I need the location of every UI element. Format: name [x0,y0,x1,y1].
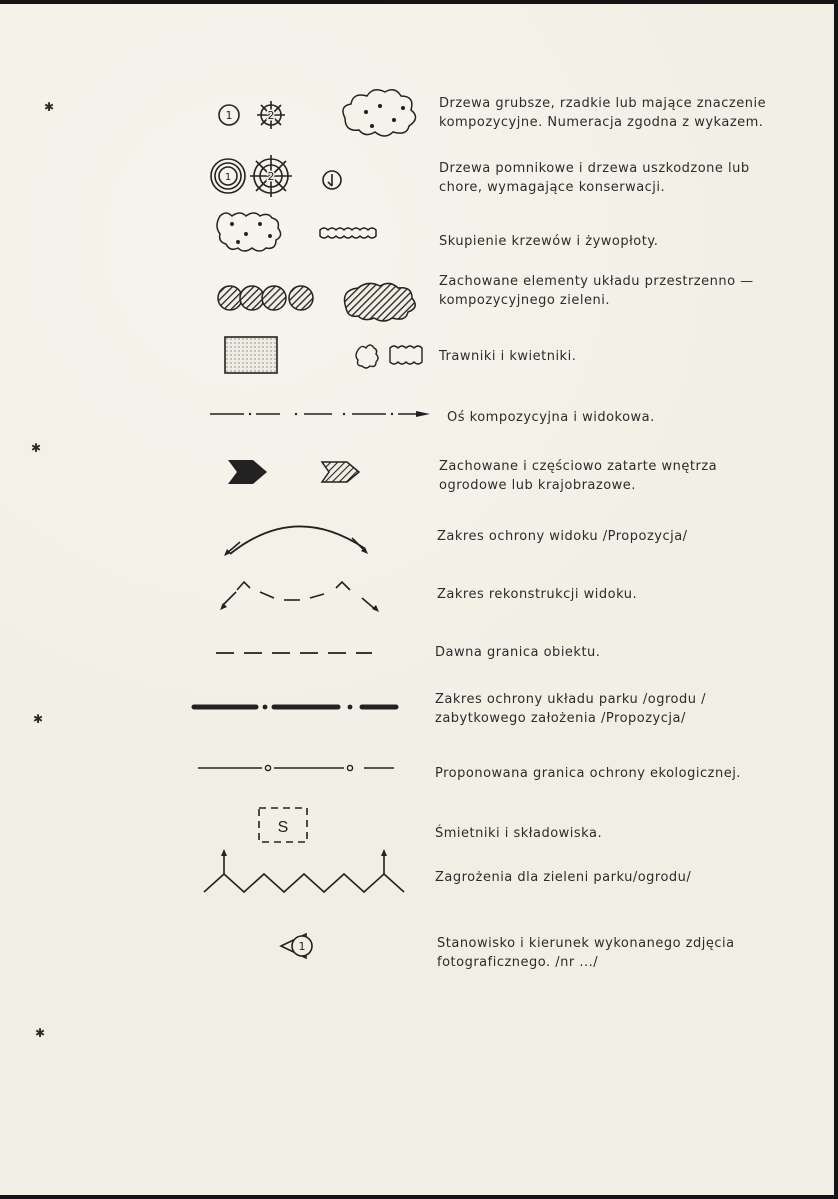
shrub-symbols [210,206,390,256]
margin-mark: ✱ [31,441,42,455]
monument-number-1: 1 [224,172,232,183]
park-protection-symbol [190,700,405,714]
legend-text-view-protection [437,527,688,546]
dump-letter: S [277,819,289,836]
legend-line: Stanowisko i kierunek wykonanego zdjęcia [437,936,735,951]
view-protection-symbol [220,512,380,562]
legend-text-dumps [435,824,602,843]
legend-line: chore, wymagające konserwacji. [439,180,666,195]
hatched-arrow-icon [322,462,359,482]
legend-line: Oś kompozycyjna i widokowa. [447,410,655,425]
legend-line: Skupienie krzewów i żywopłoty. [439,234,659,249]
legend-page [0,4,834,1195]
flowerbed-icon [356,345,422,368]
tree-number-1: 1 [225,109,233,122]
legend-line: Dawna granica obiektu. [435,645,601,660]
legend-line: Zakres ochrony układu parku /ogrodu / [435,692,706,707]
legend-line: Śmietniki i składowiska. [435,826,603,841]
legend-text-monument [439,159,750,197]
lawn-symbols [222,334,442,378]
interior-symbols [225,454,385,490]
former-boundary-symbol [212,646,382,660]
ecological-boundary-symbol [194,761,399,775]
legend-line: Drzewa grubsze, rzadkie lub mające znaczenie [439,96,767,111]
legend-text-preserved [439,272,754,310]
axis-symbol [208,404,438,424]
legend-line: Zachowane i częściowo zatarte wnętrza [439,459,718,474]
legend-text-photo [437,934,735,972]
tree-number-2: 2 [267,109,275,122]
legend-line: Trawniki i kwietniki. [439,349,577,364]
shrub-cluster-icon [217,213,281,251]
photo-position-symbol [278,928,328,964]
legend-line: zabytkowego założenia /Propozycja/ [435,711,686,726]
photo-number: 1 [298,940,306,953]
small-tree-icon [323,171,341,189]
legend-text-trees [439,94,766,132]
hatched-mass-icon [345,283,416,321]
legend-text-ecological [435,764,741,783]
legend-text-park-protection [435,690,706,728]
legend-text-former-boundary [435,643,600,662]
legend-line: Zakres rekonstrukcji widoku. [437,587,638,602]
legend-line: Proponowana granica ochrony ekologicznej. [435,766,741,781]
legend-line: kompozycyjnego zieleni. [439,293,610,308]
legend-line: ogrodowe lub krajobrazowe. [439,478,636,493]
legend-text-axis [447,408,655,427]
tree-cloud-icon [343,90,416,136]
legend-line: fotograficznego. /nr .../ [437,955,599,970]
legend-text-interiors [439,457,717,495]
margin-mark: ✱ [35,1026,46,1040]
legend-line: Drzewa pomnikowe i drzewa uszkodzone lub [439,161,750,176]
margin-mark: ✱ [33,712,44,726]
hatched-row-icon [218,286,313,310]
solid-arrow-icon [228,460,267,484]
monument-tree-symbols [200,152,360,202]
preserved-elements-symbols [210,280,420,320]
legend-line: Zakres ochrony widoku /Propozycja/ [437,529,688,544]
legend-line: Zagrożenia dla zieleni parku/ogrodu/ [435,870,692,885]
lawn-icon [225,337,277,373]
legend-text-view-reconstruction [437,585,637,604]
tree-symbol-group [200,84,410,134]
view-reconstruction-symbol [212,570,392,620]
dump-symbol [255,804,315,848]
legend-line: kompozycyjne. Numeracja zgodna z wykazem. [439,115,764,130]
hedge-icon [320,228,376,238]
legend-text-shrubs [439,232,658,251]
legend-line: Zachowane elementy układu przestrzenno — [439,274,754,289]
legend-text-lawns [439,347,576,366]
damaged-number-2: 2 [267,170,275,183]
legend-text-threats [435,868,691,887]
threat-symbol [200,846,410,896]
margin-mark: ✱ [44,100,55,114]
